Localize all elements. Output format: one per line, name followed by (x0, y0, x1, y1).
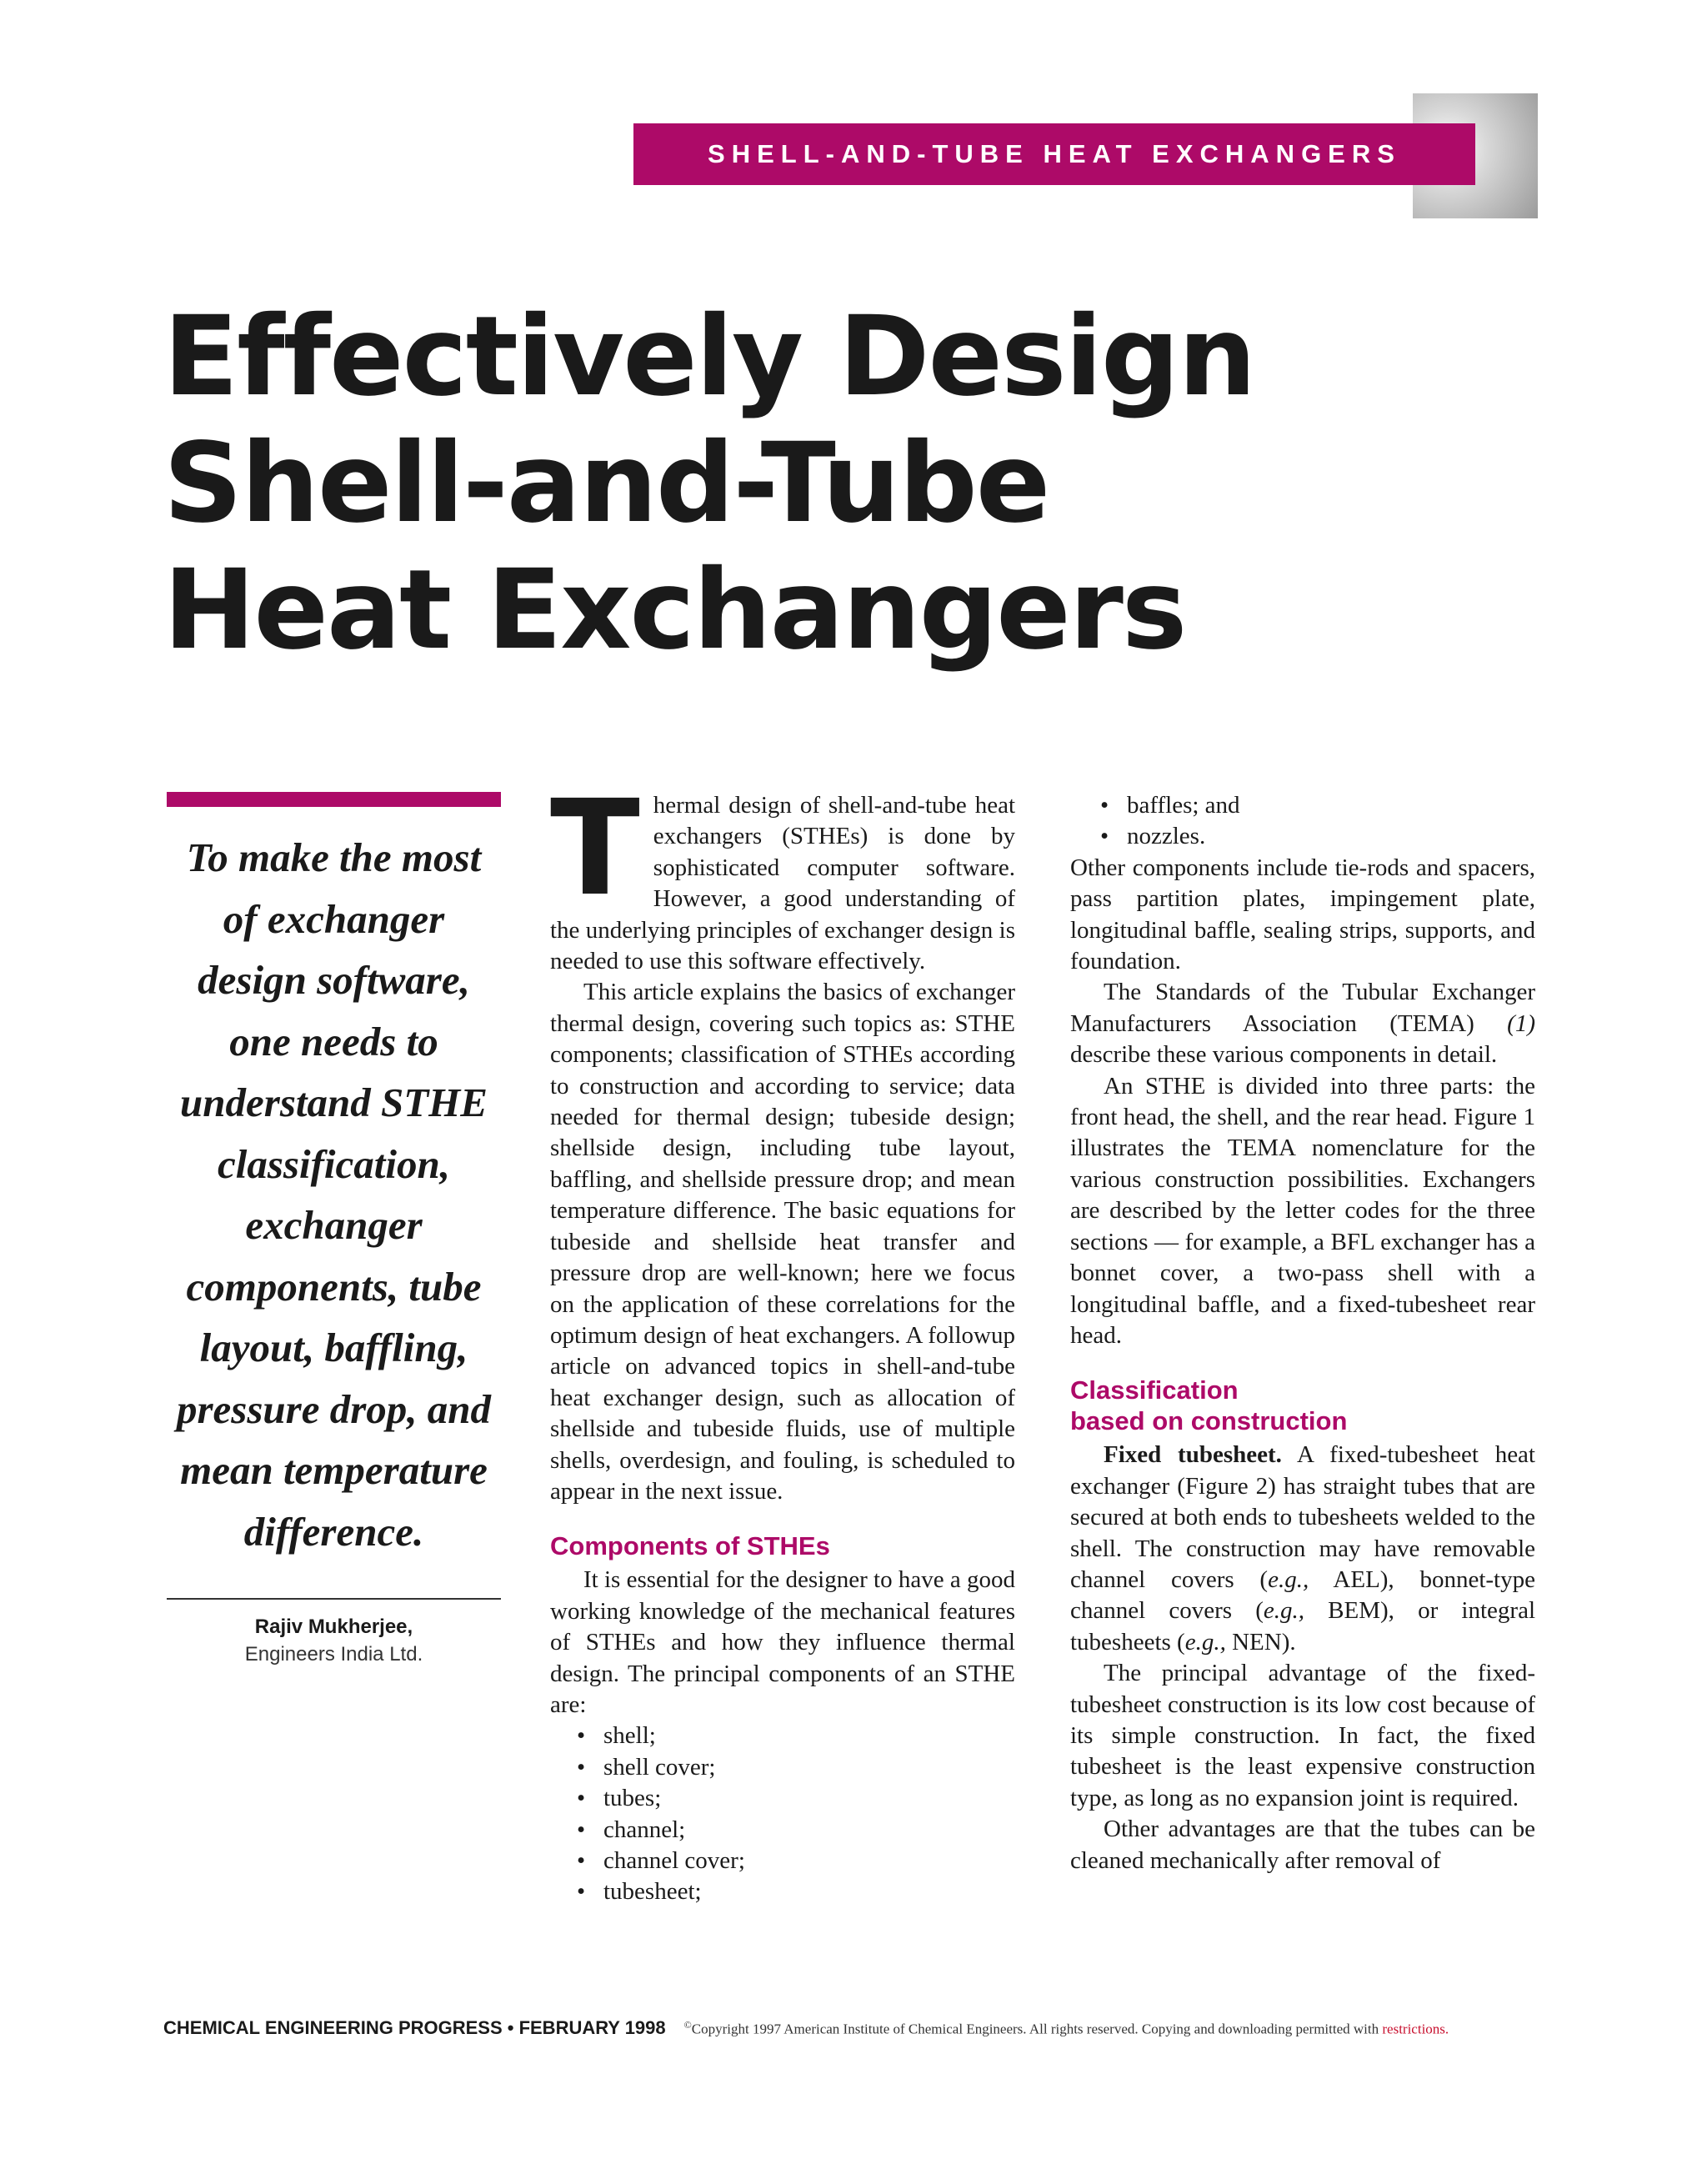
paragraph: Other advantages are that the tubes can be cleaned mechanically after removal of (1070, 1816, 1535, 1874)
text-run: The Standards of the Tubular Exchanger Manufacturers Association (TEMA) (1070, 979, 1535, 1037)
byline (167, 1613, 501, 1668)
paragraph: This article explains the basics of exchanger thermal design, covering such topics as: STHE components; classification of STHEs according to construction and according to service; data needed for thermal design; tubeside design; shellside design, including tube layout, baffling, and shellside pressure drop; and mean temperature difference. The basic equations for tubeside and shellside heat transfer and pressure drop are well-known; here we focus on the application of these correlations for the optimum design of heat exchangers. A followup article on advanced topics in shell-and-tube heat exchanger design, such as allocation of shellside and tubeside fluids, use of multiple shells, overdesign, and fouling, is scheduled to appear in the next issue. (550, 979, 1015, 1505)
text-run: NEN). (1225, 1628, 1296, 1656)
section-label: SHELL-AND-TUBE HEAT EXCHANGERS (708, 139, 1401, 168)
drop-cap: T (550, 772, 640, 925)
pull-quote-line: classification, (217, 1140, 451, 1187)
text-run: AEL), bonnet-type channel covers ( (1070, 1565, 1535, 1625)
pull-quote-line: understand STHE (180, 1079, 488, 1125)
components-list (550, 1721, 1015, 1907)
section-banner (633, 123, 1475, 185)
body-column-1 (550, 772, 1015, 1908)
title-line: Effectively Design (163, 293, 1255, 421)
text-run: e.g., (1184, 1628, 1226, 1656)
author-affiliation: Engineers India Ltd. (244, 1643, 423, 1666)
copyright-notice (684, 2019, 1449, 2038)
paragraph: Other components include tie-rods and spacers, pass partition plates, impingement plate, longitudinal baffle, sealing strips, supports, and foundation. (1070, 854, 1535, 975)
title-line: Shell-and-Tube (163, 419, 1049, 548)
pull-quote-line: of exchanger (223, 895, 445, 942)
paragraph-fixed-tubesheet (1070, 1440, 1535, 1658)
list-item: • baffles; and (1100, 790, 1535, 821)
title-line: Heat Exchangers (163, 546, 1186, 674)
list-item: • shell cover; (577, 1752, 1015, 1783)
intro-paragraph (550, 772, 1015, 977)
list-item: • channel cover; (577, 1846, 1015, 1876)
sidebar-divider (167, 1598, 501, 1600)
article-title (163, 293, 1254, 674)
copyright-symbol: © (683, 2019, 692, 2031)
pull-quote-bar (167, 792, 501, 807)
heading-text: Classification (1070, 1375, 1239, 1405)
body-column-2 (1070, 790, 1535, 1876)
reference-number: (1) (1507, 1009, 1535, 1037)
paragraph: The principal advantage of the fixed-tubesheet construction is its low cost because of its simple construction. In fact, the fixed tubesheet is the least expensive construction type, as long as no expansion joint is required. (1070, 1660, 1535, 1811)
pull-quote-line: exchanger (245, 1202, 423, 1248)
pull-quote-line: components, tube (186, 1263, 482, 1310)
paragraph: An STHE is divided into three parts: the front head, the shell, and the rear head. Figure 1 illustrates the TEMA nomenclature for the various construction possibilities. Exchangers are described by the letter codes for the three sections — for example, a BFL exchanger has a bonnet cover, a two-pass shell with a longitudinal baffle, and a fixed-tubesheet rear head. (1070, 1072, 1535, 1349)
pull-quote-line: design software, (198, 957, 470, 1003)
text-run: describe these various components in detail. (1070, 1041, 1498, 1069)
pull-quote (167, 827, 501, 1562)
pull-quote-line: difference. (243, 1508, 424, 1555)
pull-quote-line: mean temperature (180, 1447, 488, 1493)
list-item: • channel; (577, 1815, 1015, 1846)
pull-quote-line: To make the most (186, 834, 482, 880)
pull-quote-line: one needs to (229, 1018, 438, 1064)
list-item: • tubesheet; (577, 1876, 1015, 1907)
run-in-heading: Fixed tubesheet. (1104, 1441, 1282, 1469)
intro-text: hermal design of shell-and-tube heat exchangers (STHEs) is done by sophisticated computer software. However, a good understanding of the underlying principles of exchanger design is needed to use this software effectively. (550, 792, 1015, 975)
list-item: • shell; (577, 1721, 1015, 1751)
page-footer (163, 2017, 1449, 2039)
text-run: BEM), or integral tubesheets ( (1070, 1597, 1536, 1656)
list-item: • nozzles. (1100, 821, 1535, 852)
text-run: e.g., (1263, 1597, 1304, 1625)
section-heading-components (550, 1530, 1015, 1561)
heading-text: based on construction (1070, 1406, 1348, 1436)
text-run: A fixed-tubesheet heat exchanger (Figure 2) has straight tubes that are secured at both ends to tubesheets welded to the shell. The construction may have removable channel covers ( (1070, 1441, 1535, 1593)
text-run: e.g., (1268, 1565, 1309, 1593)
paragraph-tema (1070, 977, 1535, 1070)
author-name: Rajiv Mukherjee, (254, 1615, 413, 1638)
heading-text: Components of STHEs (550, 1531, 830, 1561)
restrictions-link[interactable]: restrictions. (1382, 2021, 1449, 2037)
pull-quote-line: layout, baffling, (199, 1325, 468, 1370)
copyright-text: Copyright 1997 American Institute of Chemical Engineers. All rights reserved. Copying and downloading permitted with (691, 2021, 1383, 2037)
pull-quote-line: pressure drop, and (176, 1385, 492, 1432)
journal-name: CHEMICAL ENGINEERING PROGRESS • FEBRUARY 1998 (163, 2017, 666, 2038)
components-list-continued (1070, 790, 1535, 853)
list-item: • tubes; (577, 1783, 1015, 1814)
paragraph: It is essential for the designer to have a good working knowledge of the mechanical features of STHEs and how they influence thermal design. The principal components of an STHE are: (550, 1566, 1015, 1718)
section-heading-classification (1070, 1375, 1535, 1436)
